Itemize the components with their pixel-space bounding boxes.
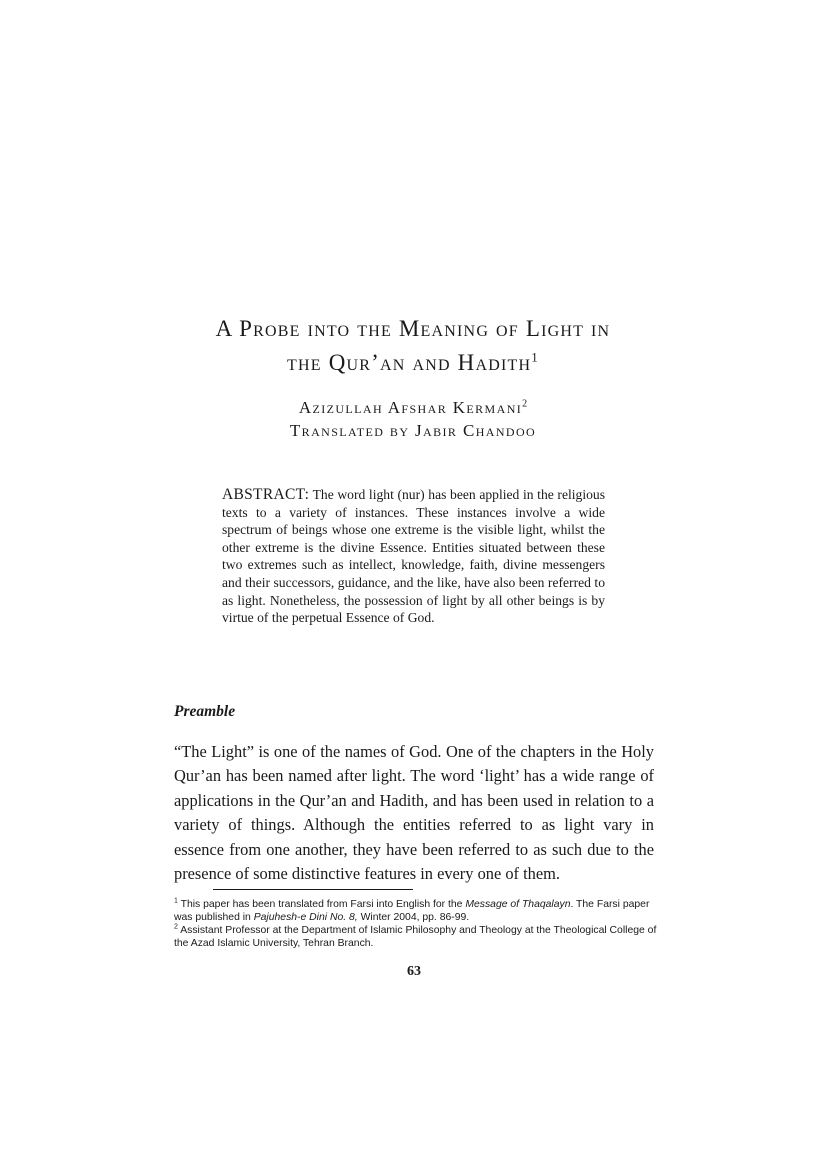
footnote-2-text: Assistant Professor at the Department of Islamic Philosophy and Theology at the Theological College of the Azad Islamic University, Tehran Branch.	[174, 925, 657, 949]
section-heading: Preamble	[174, 703, 236, 720]
page-number: 63	[407, 964, 421, 979]
footnote-1-text-a: This paper has been translated from Farsi into English for the	[177, 899, 466, 910]
title-line-2: the Qur’an and Hadith	[287, 350, 532, 375]
footnote-1-text-c: Winter 2004, pp. 86-99.	[360, 912, 470, 923]
author-name: Azizullah Afshar Kermani	[298, 398, 523, 417]
author-line	[140, 398, 686, 418]
title-footnote-marker[interactable]: 1	[531, 349, 539, 365]
footnote-1-journal-name: Message of Thaqalayn	[465, 899, 571, 910]
footnote-1-source-title: Pajuhesh-e Dini No. 8,	[253, 912, 361, 923]
body-paragraph: “The Light” is one of the names of God. One of the chapters in the Holy Qur’an has been named after light. The word ‘light’ has a wide range of applications in the Qur’an and Hadith, and has been used in relation to a variety of things. Although the entities referred to as light vary in essence from one another, they have been referred to as such due to the presence of some distinctive features in every one of them.	[174, 742, 654, 884]
abstract	[222, 486, 605, 627]
translator-line: Translated by Jabir Chandoo	[289, 421, 537, 440]
article-title	[140, 312, 686, 380]
author-footnote-marker[interactable]: 2	[522, 398, 528, 410]
footnotes	[174, 898, 658, 950]
footnote-1-marker: 1	[174, 897, 178, 905]
title-line-1: A Probe into the Meaning of Light in	[215, 316, 611, 341]
footnote-2-marker: 2	[174, 923, 178, 931]
abstract-label: ABSTRACT:	[222, 486, 310, 503]
abstract-text: The word light (nur) has been applied in the religious texts to a variety of instances. These instances involve a wide spectrum of beings whose one extreme is the visible light, whilst the other extreme is the divine Essence. Entities situated between these two extremes such as intellect, knowledge, faith, divine messengers and their successors, guidance, and the like, have also been referred to as light. Nonetheless, the possession of light by all other beings is by virtue of the perpetual Essence of God.	[222, 487, 605, 626]
footnote-1	[174, 898, 658, 924]
footnote-1-text-b: . The Farsi paper was published in	[174, 899, 650, 923]
footnote-2	[174, 924, 658, 950]
footnote-divider	[213, 889, 413, 890]
